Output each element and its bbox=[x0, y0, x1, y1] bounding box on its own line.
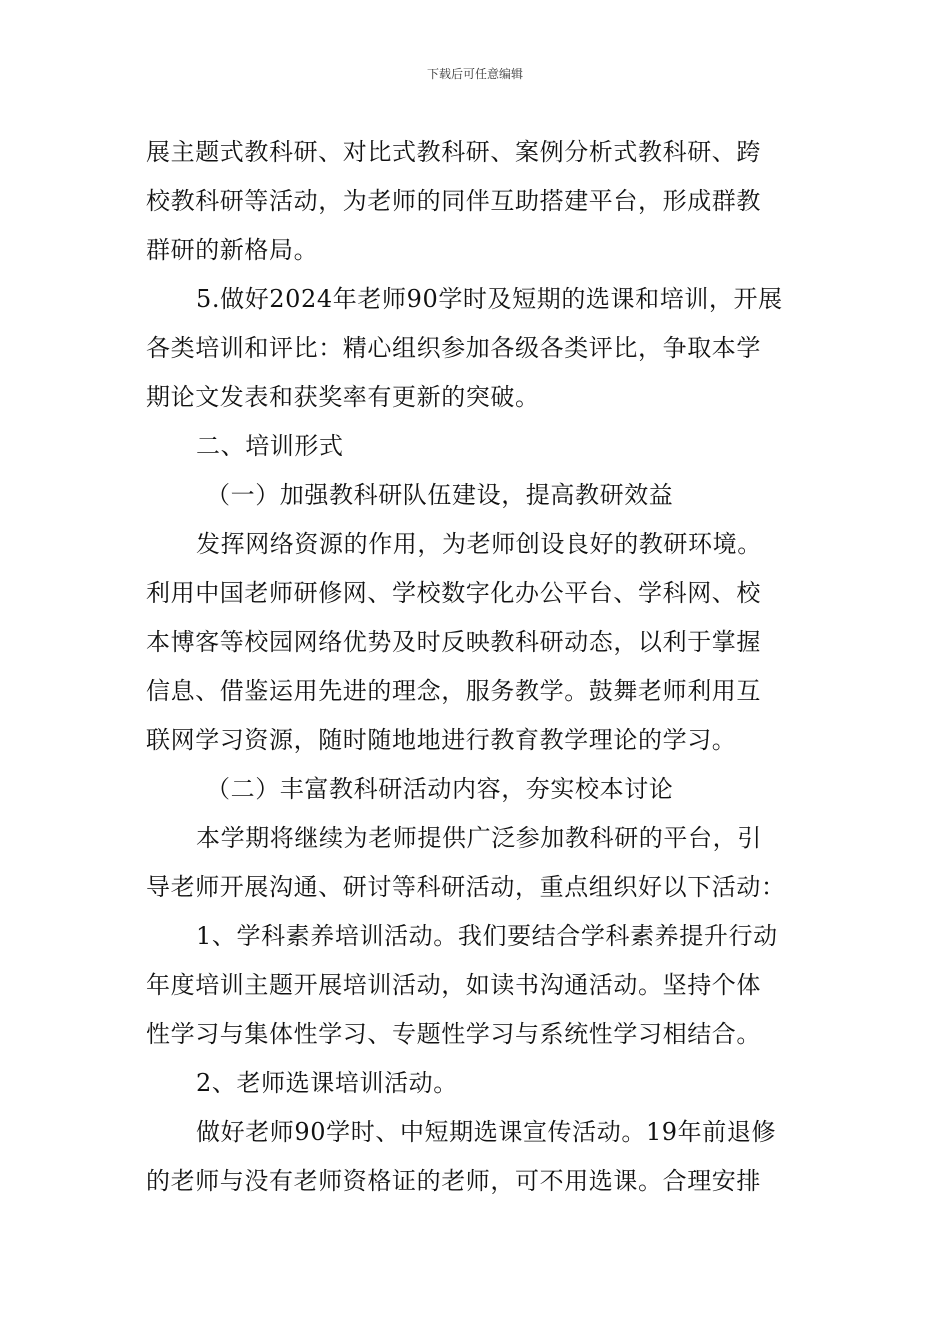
list-item-2: 2、老师选课培训活动。 bbox=[196, 1069, 458, 1097]
body-line: 联网学习资源，随时随地地进行教育教学理论的学习。 bbox=[146, 726, 737, 754]
body-line: 性学习与集体性学习、专题性学习与系统性学习相结合。 bbox=[146, 1020, 761, 1048]
body-line: 期论文发表和获奖率有更新的突破。 bbox=[146, 383, 540, 411]
body-line: 导老师开展沟通、研讨等科研活动，重点组织好以下活动： bbox=[146, 873, 786, 901]
body-line: 校教科研等活动，为老师的同伴互助搭建平台，形成群教 bbox=[146, 187, 761, 215]
body-line: 本学期将继续为老师提供广泛参加教科研的平台，引 bbox=[196, 824, 762, 852]
body-line: 本博客等校园网络优势及时反映教科研动态，以利于掌握 bbox=[146, 628, 761, 656]
body-line: 的老师与没有老师资格证的老师，可不用选课。合理安排 bbox=[146, 1167, 761, 1195]
body-line: 年度培训主题开展培训活动，如读书沟通活动。坚持个体 bbox=[146, 971, 761, 999]
numbered-item-5: 5.做好2024年老师90学时及短期的选课和培训，开展 bbox=[196, 285, 783, 313]
body-line: 发挥网络资源的作用，为老师创设良好的教研环境。 bbox=[196, 530, 762, 558]
section-heading-training-forms: 二、培训形式 bbox=[196, 432, 344, 460]
subsection-heading-1: （一）加强教科研队伍建设，提高教研效益 bbox=[206, 481, 674, 509]
subsection-heading-2: （二）丰富教科研活动内容，夯实校本讨论 bbox=[206, 775, 674, 803]
body-line: 各类培训和评比：精心组织参加各级各类评比，争取本学 bbox=[146, 334, 761, 362]
body-line: 信息、借鉴运用先进的理念，服务教学。鼓舞老师利用互 bbox=[146, 677, 761, 705]
list-item-1: 1、学科素养培训活动。我们要结合学科素养提升行动 bbox=[196, 922, 778, 950]
body-line: 展主题式教科研、对比式教科研、案例分析式教科研、跨 bbox=[146, 138, 761, 166]
body-line: 做好老师90学时、中短期选课宣传活动。19年前退修 bbox=[196, 1118, 777, 1146]
document-body bbox=[146, 128, 810, 1206]
page-header-note: 下载后可任意编辑 bbox=[426, 67, 523, 81]
body-line: 利用中国老师研修网、学校数字化办公平台、学科网、校 bbox=[146, 579, 761, 607]
body-line: 群研的新格局。 bbox=[146, 236, 319, 264]
